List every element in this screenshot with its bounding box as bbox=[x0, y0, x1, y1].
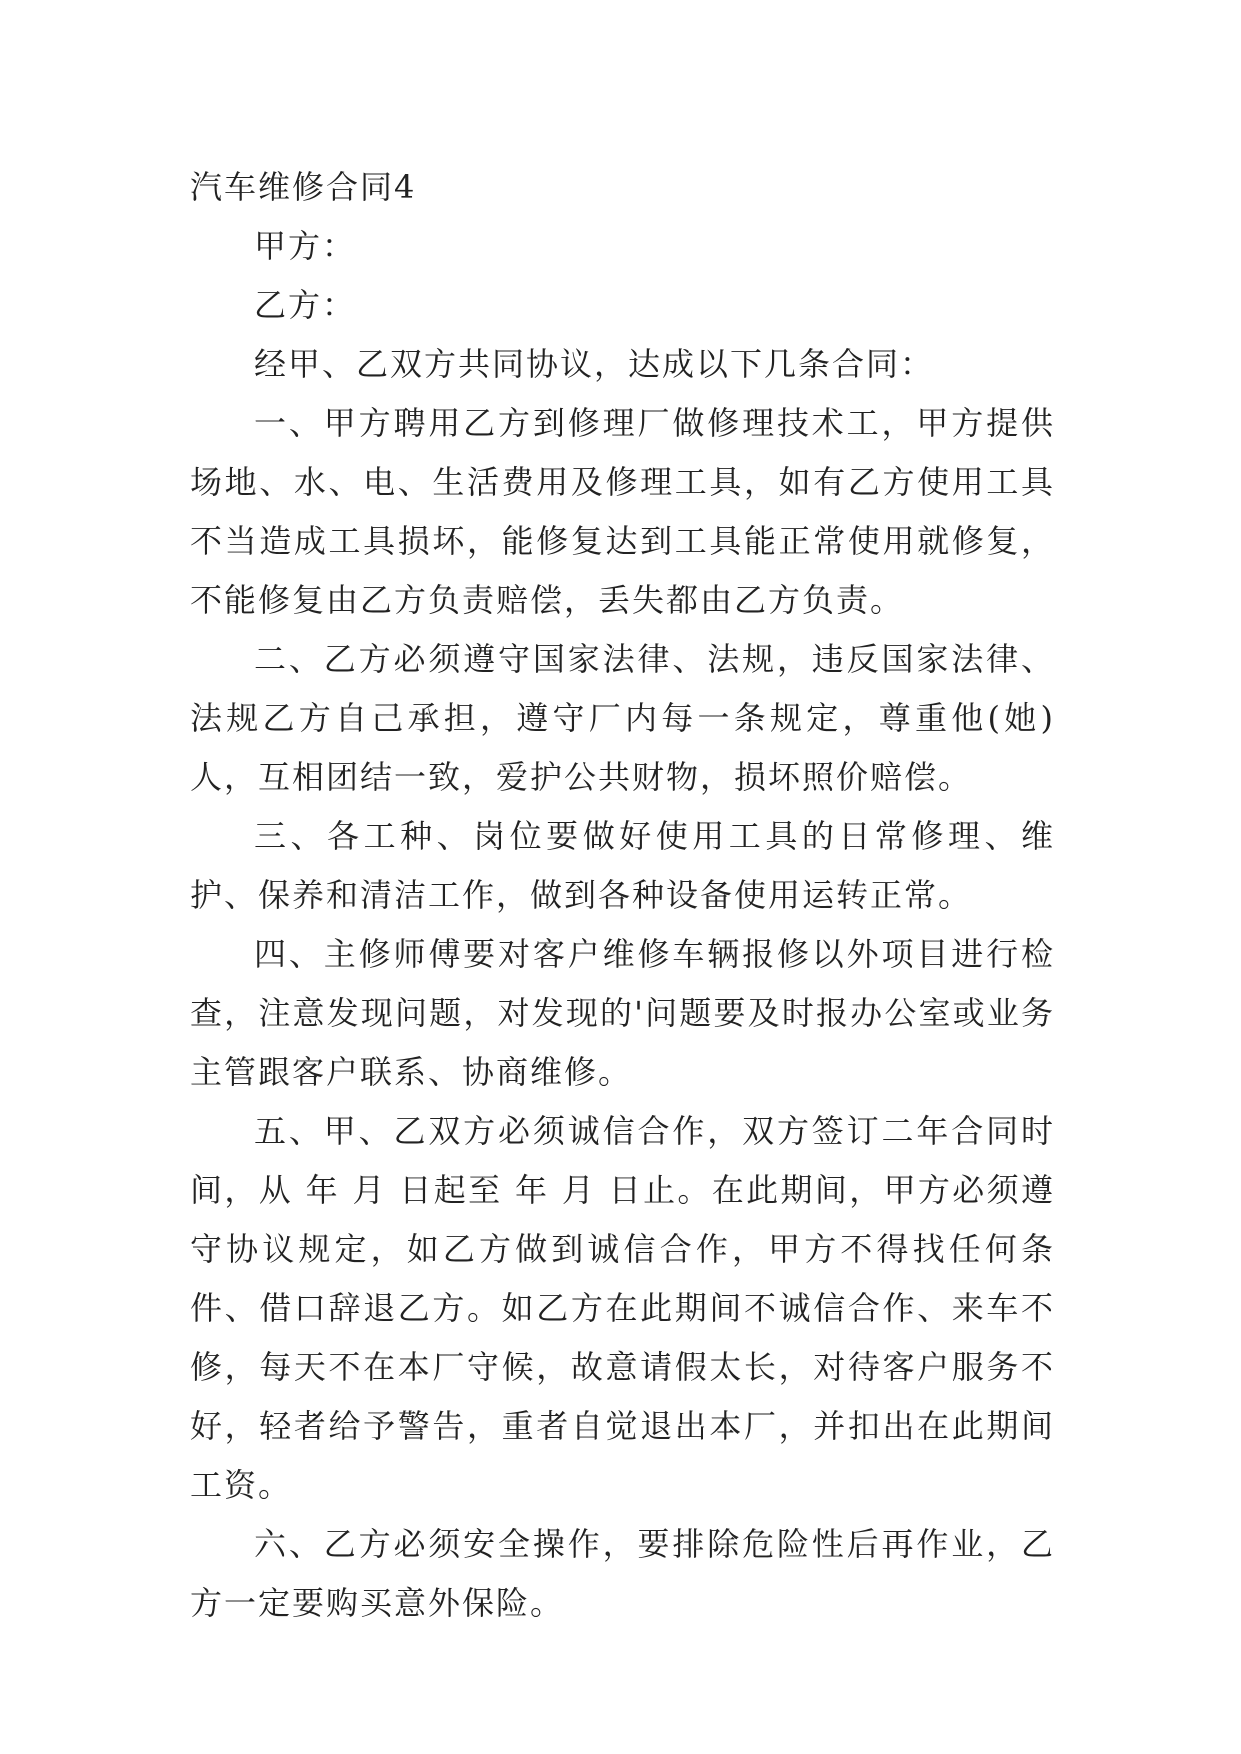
clause-3-paragraph: 三、各工种、岗位要做好使用工具的日常修理、维护、保养和清洁工作，做到各种设备使用运转正常。 bbox=[190, 817, 1055, 914]
party-a-line: 甲方： bbox=[254, 227, 357, 265]
clause-1-paragraph: 一、甲方聘用乙方到修理厂做修理技术工，甲方提供场地、水、电、生活费用及修理工具，如有乙方使用工具不当造成工具损坏，能修复达到工具能正常使用就修复，不能修复由乙方负责赔偿，丢失都由乙方负责。 bbox=[190, 404, 1055, 619]
document-page bbox=[190, 158, 1055, 1633]
party-b-line: 乙方： bbox=[254, 286, 357, 324]
clause-2-paragraph: 二、乙方必须遵守国家法律、法规，违反国家法律、法规乙方自己承担，遵守厂内每一条规定，尊重他(她)人，互相团结一致，爱护公共财物，损坏照价赔偿。 bbox=[190, 640, 1055, 796]
clause-5-paragraph: 五、甲、乙双方必须诚信合作，双方签订二年合同时间，从 年 月 日起至 年 月 日止。在此期间，甲方必须遵守协议规定，如乙方做到诚信合作，甲方不得找任何条件、借口辞退乙方。如乙方在此期间不诚信合作、来车不修，每天不在本厂守候，故意请假太长，对待客户服务不好，轻者给予警告，重者自觉退出本厂，并扣出在此期间工资。 bbox=[190, 1112, 1055, 1504]
preamble-paragraph: 经甲、乙双方共同协议，达成以下几条合同： bbox=[254, 345, 935, 383]
document-title: 汽车维修合同4 bbox=[190, 168, 417, 206]
clause-6-paragraph: 六、乙方必须安全操作，要排除危险性后再作业，乙方一定要购买意外保险。 bbox=[190, 1525, 1055, 1622]
clause-4-paragraph: 四、主修师傅要对客户维修车辆报修以外项目进行检查，注意发现问题，对发现的'问题要及时报办公室或业务主管跟客户联系、协商维修。 bbox=[190, 935, 1055, 1091]
